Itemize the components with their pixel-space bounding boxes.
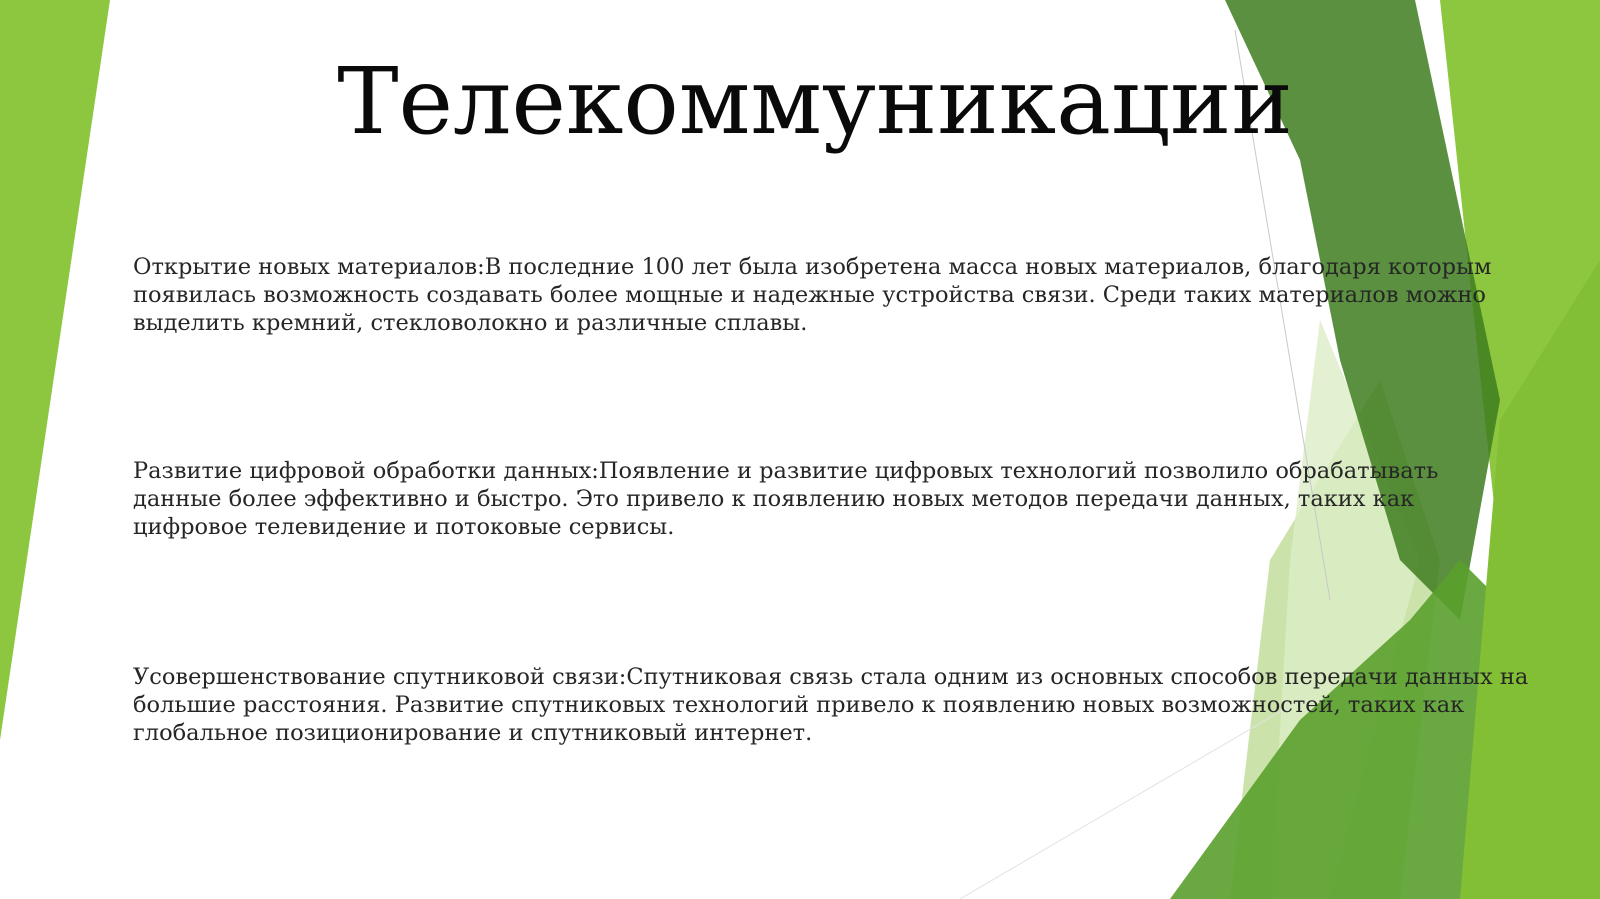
paragraph-satellite-communication: Усовершенствование спутниковой связи:Спутниковая связь стала одним из основных способов передачи данных на большие расстояния. Развитие спутниковых технологий привело к появлению новых возможностей, таких как глобальное позиционирование и спутниковый интернет. xyxy=(133,664,1529,746)
paragraph-new-materials: Открытие новых материалов:В последние 100 лет была изобретена масса новых материалов, благодаря которым появилась возможность создавать более мощные и надежные устройства связи. Среди таких материалов можно выделить кремний, стекловолокно и различные сплавы. xyxy=(133,254,1492,336)
slide-title: Телекоммуникации xyxy=(337,48,1293,155)
paragraph-digital-processing: Развитие цифровой обработки данных:Появление и развитие цифровых технологий позволило обрабатывать данные более эффективно и быстро. Это привело к появлению новых методов передачи данных, таких как цифровое телевидение и потоковые сервисы. xyxy=(133,458,1439,540)
